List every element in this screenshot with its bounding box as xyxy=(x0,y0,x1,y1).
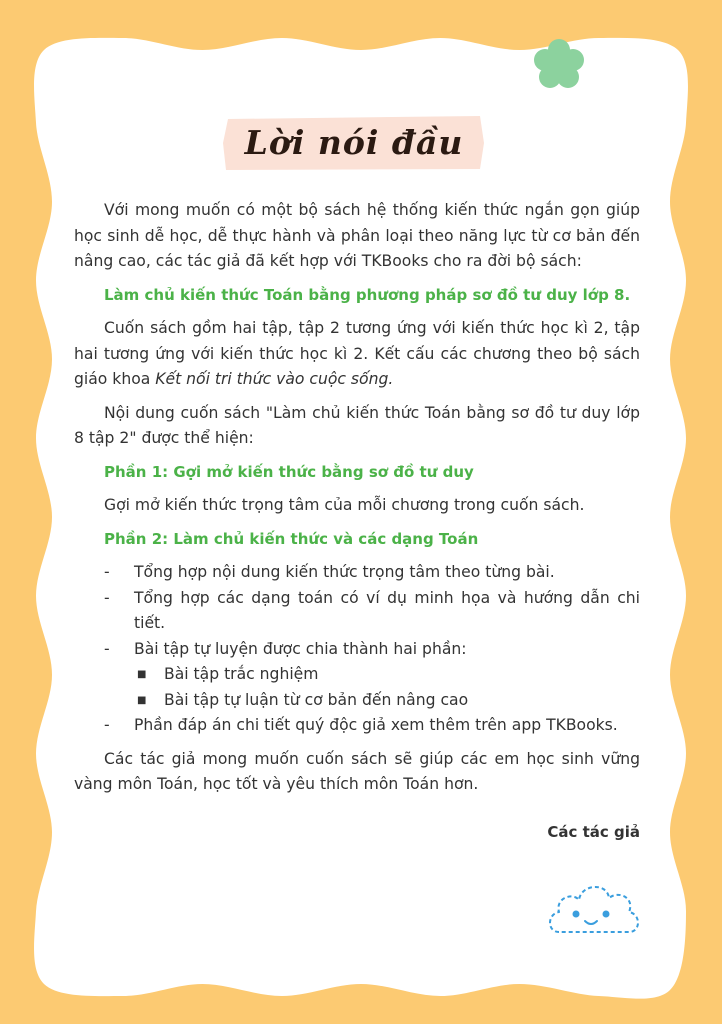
square-bullet: ■ xyxy=(137,694,147,706)
list-item: - Bài tập tự luyện được chia thành hai phần: ■ Bài tập trắc nghiệm ■ Bài tập tự luận từ cơ bản đến nâng cao xyxy=(74,637,640,714)
volume-text: Cuốn sách gồm hai tập, tập 2 tương ứng với kiến thức học kì 2, tập hai tương ứng với kiến thức học kì 2. Kết cấu các chương theo bộ sách giáo khoa xyxy=(74,319,640,388)
sublist-item: ■ Bài tập tự luận từ cơ bản đến nâng cao xyxy=(134,688,640,714)
flower-icon xyxy=(528,34,590,100)
exercise-sublist xyxy=(134,662,640,713)
cloud-face-icon xyxy=(545,876,645,944)
title-banner xyxy=(222,113,486,173)
signature: Các tác giả xyxy=(547,822,640,841)
list-item: - Tổng hợp các dạng toán có ví dụ minh họa và hướng dẫn chi tiết. xyxy=(74,586,640,637)
part2-list xyxy=(74,560,640,739)
page-title: Lời nói đầu xyxy=(244,123,464,162)
dash-bullet: - xyxy=(104,563,110,581)
preface-content xyxy=(74,198,640,845)
list-item: - Phần đáp án chi tiết quý độc giả xem thêm trên app TKBooks. xyxy=(74,713,640,739)
volume-paragraph xyxy=(74,316,640,393)
part1-heading: Phần 1: Gợi mở kiến thức bằng sơ đồ tư duy xyxy=(104,462,474,481)
list-item: - Tổng hợp nội dung kiến thức trọng tâm theo từng bài. xyxy=(74,560,640,586)
dash-bullet: - xyxy=(104,588,110,607)
book-title: Làm chủ kiến thức Toán bằng phương pháp sơ đồ tư duy lớp 8. xyxy=(104,285,631,304)
textbook-series: Kết nối tri thức vào cuộc sống. xyxy=(155,370,394,388)
content-intro-paragraph: Nội dung cuốn sách "Làm chủ kiến thức Toán bằng sơ đồ tư duy lớp 8 tập 2" được thể hiện: xyxy=(74,403,640,447)
part1-text: Gợi mở kiến thức trọng tâm của mỗi chương trong cuốn sách. xyxy=(104,496,585,514)
sublist-item: ■ Bài tập trắc nghiệm xyxy=(134,662,640,688)
dash-bullet: - xyxy=(104,639,110,658)
part2-heading: Phần 2: Làm chủ kiến thức và các dạng Toán xyxy=(104,529,479,548)
dash-bullet: - xyxy=(104,716,110,734)
closing-paragraph: Các tác giả mong muốn cuốn sách sẽ giúp các em học sinh vững vàng môn Toán, học tốt và yêu thích môn Toán hơn. xyxy=(74,749,640,793)
square-bullet: ■ xyxy=(137,669,147,680)
intro-paragraph: Với mong muốn có một bộ sách hệ thống kiến thức ngắn gọn giúp học sinh dễ học, dễ thực hành và phân loại theo năng lực từ cơ bản đến nâng cao, các tác giả đã kết hợp với TKBooks cho ra đời bộ sách: xyxy=(74,201,640,270)
